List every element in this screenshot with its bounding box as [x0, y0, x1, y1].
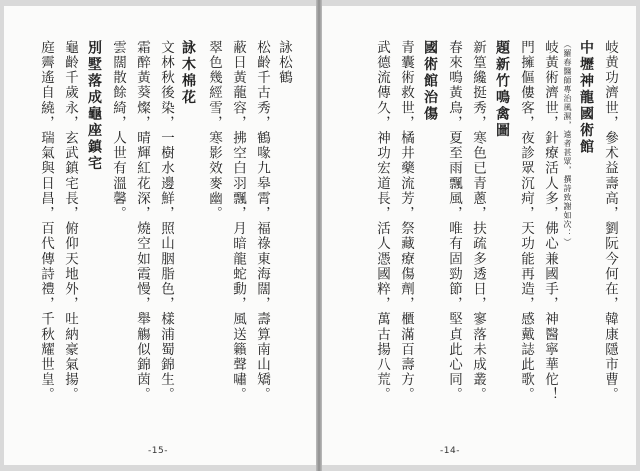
- poem-title: 題新竹鳴禽圖: [494, 40, 510, 139]
- poem-line: 松齡千古秀，鶴喙九皋霄，福祿東海闊，壽算南山矯。: [254, 40, 270, 403]
- poem-line: 岐黄功濟世，參术益壽高，劉阮今何在，韓康隱市曹。: [602, 40, 618, 403]
- poem-line: 蔽日黃蘢容，拂空白羽飄，月暗龍蛇動，風送籟聲嘯。: [230, 40, 246, 403]
- poem-title: 國術館治傷: [422, 40, 438, 123]
- poem-line: 文林秋後染，一樹水邊鮮，照山胭脂色，樣浦蜀錦生。: [158, 40, 174, 403]
- poem-line: 武德流傳久，神功宏道長，活人憑國粹，萬古揚八荒。: [374, 40, 390, 403]
- poem-line: 門擁傴僂客，夜診眾沉疴，天功能再造，感戴誌此歌。: [518, 40, 534, 403]
- poem-title: 詠木棉花: [180, 40, 196, 106]
- poem-line: 翠色幾經雪，寒影效麥幽。: [206, 40, 222, 222]
- poem-title: 別墅落成龜座鎮宅: [86, 40, 102, 172]
- poem-note: （羅春醫師專治風濕，遠者甚眾，撰詩致謝如次：）: [563, 40, 572, 247]
- left-page: [4, 6, 316, 465]
- poem-title: 詠松鶴: [276, 40, 292, 86]
- poem-line: 青囊術救世，橘井藥流芳，祭藏療傷劑，櫃滿百壽方。: [398, 40, 414, 403]
- poem-title: 中壢神龍國術館: [578, 40, 594, 156]
- poem-line: 庭霽遙自繞，瑞氣與日昌，百代傳詩禮，千秋耀世皇。: [38, 40, 54, 403]
- poem-line: 龜齡千歲永，玄武鎮宅長，俯仰天地外，吐納豪氣揚。: [62, 40, 78, 403]
- poem-line: 新篁纔挺秀，寒色已青蔥，扶疏多透日，寥落未成叢。: [470, 40, 486, 403]
- poem-line: 雲闊散餘綺，人世有溫馨。: [110, 40, 126, 222]
- page-number: -14-: [440, 446, 460, 456]
- poem-line: 春來鳴黃鳥，夏至雨飄風，唯有固勁節，堅貞此心同。: [446, 40, 462, 403]
- poem-line: 岐黃術濟世，針療活人多，佛心兼國手，神醫寧華佗！: [542, 40, 558, 403]
- page-number: -15-: [148, 446, 168, 456]
- poem-line: 霜醉黃葵燦，晴輝紅花深，燒空如霞慢，舉觴似錦茵。: [134, 40, 150, 403]
- right-page: [322, 6, 636, 465]
